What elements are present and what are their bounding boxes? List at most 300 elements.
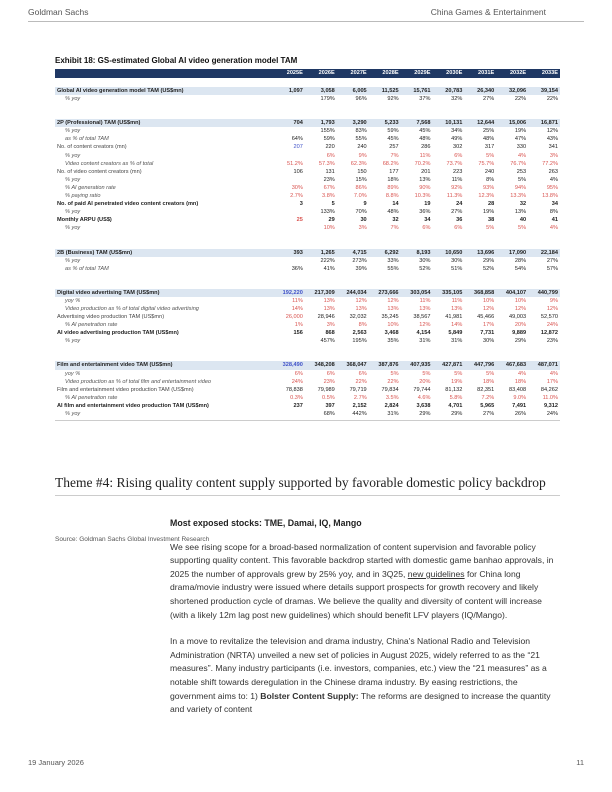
table-cell: 3% xyxy=(358,225,367,232)
table-cell: 51.2% xyxy=(287,160,303,167)
table-cell: 96% xyxy=(355,96,367,103)
table-cell: 10.3% xyxy=(414,193,431,200)
table-cell: 26,340 xyxy=(477,88,495,94)
row-label: % yoy xyxy=(65,338,81,345)
table-cell: 77.2% xyxy=(542,160,559,167)
row-label: % yoy xyxy=(65,411,81,417)
table-cell: 18% xyxy=(514,378,527,385)
table-cell: 6% xyxy=(454,152,463,159)
table-cell: 9% xyxy=(358,152,367,159)
row-label: Digital video advertising TAM (US$mn) xyxy=(57,289,160,296)
table-cell: 368,858 xyxy=(474,289,495,296)
table-cell: 28,946 xyxy=(317,314,335,321)
table-cell: 5.8% xyxy=(449,394,463,401)
table-cell: 106 xyxy=(293,168,303,175)
table-cell: 27% xyxy=(483,411,495,417)
table-cell: 79,834 xyxy=(381,386,399,393)
subheading: Most exposed stocks: TME, Damai, IQ, Mango xyxy=(170,518,362,528)
table-cell: 7% xyxy=(390,225,399,232)
table-cell: 244,034 xyxy=(346,289,367,296)
table-cell: 92% xyxy=(451,184,463,191)
table-cell: 5% xyxy=(518,225,527,232)
table-cell: 68.2% xyxy=(382,160,399,167)
table-cell: 19% xyxy=(483,209,495,216)
table-cell: 131 xyxy=(325,168,335,175)
table-cell: 24% xyxy=(546,322,559,329)
table-cell: 2,152 xyxy=(352,402,367,409)
table-cell: 263 xyxy=(548,168,559,175)
table-row xyxy=(55,119,560,127)
row-label: No. of content creators (mn) xyxy=(57,144,127,151)
table-cell: 3 xyxy=(299,201,303,208)
table-row xyxy=(55,329,560,337)
table-cell: 27% xyxy=(546,257,559,264)
table-cell: 40 xyxy=(519,217,527,224)
table-cell: 5% xyxy=(454,370,463,377)
table-cell: 442% xyxy=(352,411,367,417)
table-cell: 0.3% xyxy=(290,394,303,401)
table-cell: 5% xyxy=(486,225,495,232)
table-cell: 220 xyxy=(325,144,335,151)
table-cell: 30% xyxy=(483,338,495,345)
table-row xyxy=(55,208,560,216)
table-cell: 16,871 xyxy=(540,120,559,127)
table-cell: 32 xyxy=(392,217,399,224)
table-cell: 20% xyxy=(419,378,431,385)
table-cell: 4,715 xyxy=(352,249,367,256)
table-cell: 273% xyxy=(352,257,367,264)
table-cell: 18% xyxy=(483,378,495,385)
table-cell: 25% xyxy=(483,128,495,135)
table-cell: 45,466 xyxy=(477,314,495,321)
table-cell: 12% xyxy=(483,305,495,312)
table-cell: 5 xyxy=(331,201,335,208)
table-cell: 273,666 xyxy=(378,289,399,296)
table-cell: 8% xyxy=(358,322,367,329)
table-cell: 7,731 xyxy=(480,330,495,337)
row-label: as % of total TAM xyxy=(65,265,109,272)
body-text xyxy=(170,517,562,730)
table-cell: 30% xyxy=(419,257,431,264)
row-label: No. of video content creators (mn) xyxy=(57,168,142,175)
table-cell: 201 xyxy=(421,168,431,175)
table-cell: 33% xyxy=(387,257,399,264)
table-cell: 13% xyxy=(387,305,399,312)
table-cell: 90% xyxy=(419,184,431,191)
table-cell: 6,005 xyxy=(352,88,367,94)
row-label: yoy % xyxy=(65,297,81,304)
table-cell: 192,220 xyxy=(282,289,303,296)
table-cell: 17% xyxy=(546,378,559,385)
table-cell: 156 xyxy=(293,330,303,337)
table-cell: 26% xyxy=(514,411,527,417)
table-cell: 22,184 xyxy=(540,249,559,256)
table-cell: 253 xyxy=(516,168,527,175)
table-cell: 3.8% xyxy=(322,193,335,200)
table-cell: 3,290 xyxy=(352,120,367,127)
table-cell: 20% xyxy=(514,322,527,329)
table-spacer xyxy=(55,78,560,87)
table-row xyxy=(55,160,560,168)
table-cell: 7% xyxy=(390,152,399,159)
table-cell: 4% xyxy=(518,152,527,159)
row-label: % AI penetration rate xyxy=(65,394,118,401)
table-cell: 11.3% xyxy=(446,193,463,200)
table-cell: 32 xyxy=(519,201,527,208)
table-cell: 32,032 xyxy=(349,314,367,321)
table-cell: 83,408 xyxy=(509,386,527,393)
row-label: Film and entertainment video production TAM (US$mn) xyxy=(57,386,194,393)
table-cell: 12% xyxy=(546,305,559,312)
table-cell: 2,563 xyxy=(352,330,367,337)
table-cell: 317 xyxy=(484,144,495,151)
table-cell: 22% xyxy=(387,378,399,385)
table-cell: 31% xyxy=(451,338,463,345)
header-section: China Games & Entertainment xyxy=(430,7,546,17)
table-cell: 64% xyxy=(291,136,303,143)
table-cell: 240 xyxy=(484,168,495,175)
table-cell: 11% xyxy=(292,297,303,304)
table-cell: 6,292 xyxy=(384,249,399,256)
table-cell: 447,796 xyxy=(474,362,495,369)
table-row xyxy=(55,378,560,386)
header-brand: Goldman Sachs xyxy=(28,7,89,17)
table-cell: 48% xyxy=(483,136,495,143)
table-cell: 10,650 xyxy=(445,249,463,256)
table-cell: 38,567 xyxy=(413,314,431,321)
table-cell: 404,107 xyxy=(505,289,527,296)
table-row xyxy=(55,289,560,297)
table-cell: 95% xyxy=(546,184,559,191)
row-label: Monthly ARPU (US$) xyxy=(57,217,112,224)
table-row xyxy=(55,305,560,313)
row-label: % yoy xyxy=(65,96,81,103)
row-label: % yoy xyxy=(65,257,81,264)
table-cell: 0.5% xyxy=(322,394,335,401)
table-cell: 11.0% xyxy=(542,394,559,401)
row-label: Advertising video production TAM (US$mn) xyxy=(57,314,165,321)
table-cell: 6% xyxy=(422,225,431,232)
row-label: AI video advertising production TAM (US$mn) xyxy=(57,330,179,337)
table-cell: 12,872 xyxy=(540,330,559,337)
table-cell: 29 xyxy=(328,217,335,224)
table-cell: 13% xyxy=(514,209,527,216)
table-cell: 32,096 xyxy=(509,88,527,94)
table-cell: 82,351 xyxy=(477,386,495,393)
row-label: 2B (Business) TAM (US$mn) xyxy=(57,249,133,256)
table-cell: 4% xyxy=(549,176,559,183)
table-cell: 11% xyxy=(419,297,431,304)
table-cell: 41% xyxy=(323,265,335,272)
table-cell: 68% xyxy=(323,411,335,417)
table-cell: 13% xyxy=(451,305,463,312)
table-cell: 49% xyxy=(451,136,463,143)
table-cell: 335,105 xyxy=(442,289,463,296)
table-cell: 12% xyxy=(546,128,559,135)
table-spacer xyxy=(55,103,560,119)
table-cell: 48% xyxy=(419,136,431,143)
row-label: No. of paid AI penetrated video content creators (mn) xyxy=(57,201,199,208)
table-cell: 23% xyxy=(546,338,559,345)
table-cell: 27% xyxy=(451,209,463,216)
table-cell: 24% xyxy=(546,411,559,417)
table-cell: 34 xyxy=(424,217,431,224)
table-cell: 93% xyxy=(483,184,495,191)
table-cell: 1% xyxy=(294,322,303,329)
row-label: % yoy xyxy=(65,225,81,232)
table-cell: 467,683 xyxy=(505,362,527,369)
table-row xyxy=(55,224,560,232)
table-cell: 13% xyxy=(419,176,431,183)
table-cell: 3,468 xyxy=(384,330,399,337)
bold-text: Bolster Content Supply: xyxy=(260,690,359,701)
paragraph-1 xyxy=(170,541,562,623)
table-row xyxy=(55,176,560,184)
table-cell: 9% xyxy=(549,297,559,304)
table-cell: 341 xyxy=(548,144,559,151)
table-cell: 79,719 xyxy=(349,386,367,393)
table-cell: 12% xyxy=(514,305,527,312)
table-cell: 17% xyxy=(483,322,495,329)
table-cell: 7.0% xyxy=(353,193,367,200)
table-cell: 18% xyxy=(387,176,399,183)
row-label: % AI penetration rate xyxy=(65,322,118,329)
table-cell: 207 xyxy=(293,144,303,151)
row-label: AI film and entertainment video production TAM (US$mn) xyxy=(57,402,209,409)
table-cell: 10% xyxy=(387,322,399,329)
table-cell: 7.2% xyxy=(481,394,495,401)
table-cell: 15,761 xyxy=(413,88,431,94)
table-cell: 31% xyxy=(419,338,431,345)
table-spacer xyxy=(55,345,560,361)
exhibit-title: Exhibit 18: GS-estimated Global AI video generation model TAM xyxy=(55,56,298,65)
table-cell: 19 xyxy=(424,201,431,208)
table-cell: 7,491 xyxy=(512,402,527,409)
row-label: % paying ratio xyxy=(65,193,101,200)
table-cell: 368,047 xyxy=(346,362,367,369)
table-cell: 4,154 xyxy=(416,330,431,337)
table-cell: 5,965 xyxy=(480,402,495,409)
table-cell: 222% xyxy=(320,257,335,264)
table-cell: 81,132 xyxy=(445,386,463,393)
row-label: % yoy xyxy=(65,128,81,135)
new-guidelines-link[interactable]: new guidelines xyxy=(407,568,465,579)
table-cell: 47% xyxy=(514,136,527,143)
table-cell: 31% xyxy=(387,411,399,417)
table-cell: 8,193 xyxy=(416,249,431,256)
table-cell: 3% xyxy=(326,322,335,329)
table-cell: 54% xyxy=(514,265,527,272)
table-cell: 89% xyxy=(387,184,399,191)
page-number: 11 xyxy=(576,758,584,767)
text: We see rising scope for a broad-based normalization of content supervision and favorable policy supporting quality content. This favorable backdrop started with domestic game banhao approvals, in 2025 the number of approvals grew by 25% yoy, and in 3Q25, xyxy=(170,541,554,579)
table-cell: 15% xyxy=(355,176,367,183)
table-cell: 10% xyxy=(323,225,335,232)
table-cell: 52% xyxy=(419,265,431,272)
table-cell: 76.7% xyxy=(510,160,527,167)
table-cell: 70.2% xyxy=(414,160,431,167)
table-cell: 13% xyxy=(419,305,431,312)
table-cell: 29% xyxy=(419,411,431,417)
table-cell: 393 xyxy=(293,249,303,256)
table-cell: 6% xyxy=(454,225,463,232)
table-cell: 32% xyxy=(451,96,463,103)
table-cell: 51% xyxy=(451,265,463,272)
table-row xyxy=(55,135,560,143)
table-cell: 35,245 xyxy=(381,314,399,321)
table-row xyxy=(55,184,560,192)
table-cell: 83% xyxy=(355,128,367,135)
table-cell: 17,090 xyxy=(509,249,527,256)
table-cell: 34 xyxy=(551,201,559,208)
table-row xyxy=(55,321,560,329)
table-cell: 43% xyxy=(546,136,559,143)
table-cell: 55% xyxy=(355,136,367,143)
table-cell: 195% xyxy=(352,338,367,345)
table-cell: 92% xyxy=(387,96,399,103)
table-cell: 23% xyxy=(323,176,335,183)
table-cell: 8% xyxy=(486,176,495,183)
table-cell: 52,570 xyxy=(540,314,559,321)
table-cell: 22% xyxy=(514,96,527,103)
table-cell: 2,824 xyxy=(384,402,399,409)
table-cell: 34% xyxy=(451,128,463,135)
table-cell: 26,000 xyxy=(285,314,303,321)
table-cell: 20,783 xyxy=(445,88,463,94)
table-cell: 1,793 xyxy=(320,120,335,127)
column-header: 2025E xyxy=(286,70,303,77)
row-label: % yoy xyxy=(65,209,81,216)
table-cell: 12.3% xyxy=(478,193,495,200)
table-cell: 427,871 xyxy=(442,362,463,369)
table-cell: 28% xyxy=(514,257,527,264)
table-cell: 1,097 xyxy=(288,88,303,94)
table-cell: 407,935 xyxy=(410,362,431,369)
table-cell: 3,058 xyxy=(320,88,335,94)
table-cell: 387,876 xyxy=(378,362,399,369)
table-row xyxy=(55,168,560,176)
table-cell: 52% xyxy=(483,265,495,272)
table-cell: 13% xyxy=(323,305,335,312)
table-cell: 37% xyxy=(419,96,431,103)
table-cell: 348,208 xyxy=(314,362,335,369)
table-cell: 29% xyxy=(451,411,463,417)
column-header: 2030E xyxy=(446,70,463,77)
table-cell: 5% xyxy=(518,176,527,183)
table-row xyxy=(55,402,560,410)
row-label: Video production as % of total film and entertainment video xyxy=(65,378,212,385)
table-cell: 5% xyxy=(486,152,495,159)
text: In a move to revitalize the television and drama industry, China's National Radio and Television Administration (NRTA) unveiled a new set of policies in August 2025, widely referred to as the “21 measures”. Many industry participants (i.e. investors, companies, etc.) view the “21 measures” as a notable shift towards deregulation in the Chinese drama industry. By easing restrictions, the government aims to: 1) xyxy=(170,636,547,701)
table-cell: 3,638 xyxy=(416,402,431,409)
table-row xyxy=(55,410,560,418)
table-cell: 328,490 xyxy=(282,362,303,369)
header-divider xyxy=(28,21,584,22)
table-cell: 62.3% xyxy=(350,160,367,167)
table-cell: 9.0% xyxy=(513,394,527,401)
table-cell: 440,799 xyxy=(537,289,559,296)
table-cell: 9,312 xyxy=(544,402,559,409)
table-cell: 13.3% xyxy=(510,193,527,200)
table-cell: 12% xyxy=(355,297,367,304)
table-cell: 5,849 xyxy=(448,330,463,337)
table-cell: 27% xyxy=(483,96,495,103)
table-cell: 487,071 xyxy=(537,362,559,369)
table-cell: 8.8% xyxy=(385,193,399,200)
table-cell: 257 xyxy=(389,144,399,151)
table-cell: 15,006 xyxy=(509,120,527,127)
table-cell: 94% xyxy=(514,184,527,191)
tam-table xyxy=(55,69,560,421)
table-cell: 39,154 xyxy=(540,88,559,94)
table-cell: 6% xyxy=(358,370,367,377)
table-cell: 12% xyxy=(419,322,431,329)
table-cell: 49,003 xyxy=(509,314,527,321)
table-cell: 302 xyxy=(453,144,463,151)
table-row xyxy=(55,257,560,265)
row-label: Global AI video generation model TAM (US$mn) xyxy=(57,88,184,94)
table-cell: 3.5% xyxy=(385,394,399,401)
table-cell: 5% xyxy=(422,370,431,377)
table-cell: 11% xyxy=(451,297,463,304)
table-cell: 70% xyxy=(355,209,367,216)
table-cell: 19% xyxy=(451,378,463,385)
table-cell: 30 xyxy=(360,217,367,224)
table-cell: 57.3% xyxy=(318,160,335,167)
table-cell: 397 xyxy=(325,402,335,409)
table-row xyxy=(55,87,560,95)
table-cell: 75.7% xyxy=(478,160,495,167)
table-cell: 868 xyxy=(325,330,335,337)
table-cell: 4% xyxy=(549,225,559,232)
table-cell: 24 xyxy=(456,201,463,208)
table-row xyxy=(55,313,560,321)
table-cell: 6% xyxy=(326,152,335,159)
table-bottom-rule xyxy=(55,420,560,421)
text: for China long drama/movie industry were issued where details support prospects for growth recovery and likely shortened production cycle of dramas. We believe the quality and diversity of content will increase (with a likely 12m lag post new guidelines) which should benefit LFV players (IQ/Mango). xyxy=(170,568,542,620)
table-cell: 45% xyxy=(387,136,399,143)
table-cell: 14% xyxy=(451,322,463,329)
table-spacer xyxy=(55,273,560,289)
table-cell: 286 xyxy=(421,144,431,151)
row-label: % yoy xyxy=(65,152,81,159)
table-cell: 86% xyxy=(355,184,367,191)
table-cell: 13% xyxy=(355,305,367,312)
table-cell: 4% xyxy=(518,370,527,377)
table-cell: 2.7% xyxy=(353,394,367,401)
table-cell: 4.6% xyxy=(417,394,431,401)
table-cell: 45% xyxy=(419,128,431,135)
table-cell: 155% xyxy=(320,128,335,135)
table-row xyxy=(55,265,560,273)
table-cell: 5,233 xyxy=(384,120,399,127)
table-spacer xyxy=(55,233,560,249)
table-cell: 25 xyxy=(296,217,303,224)
column-header: 2026E xyxy=(318,70,335,77)
table-cell: 5% xyxy=(486,370,495,377)
column-header: 2032E xyxy=(509,70,527,77)
column-header: 2033E xyxy=(541,70,559,77)
table-cell: 10,131 xyxy=(445,120,463,127)
table-cell: 13,696 xyxy=(477,249,495,256)
table-cell: 133% xyxy=(320,209,335,216)
table-row xyxy=(55,249,560,257)
table-row xyxy=(55,386,560,394)
table-cell: 8% xyxy=(549,209,559,216)
row-label: Video production as % of total digital video advertising xyxy=(65,305,199,312)
paragraph-2 xyxy=(170,635,562,717)
table-cell: 11% xyxy=(451,176,463,183)
